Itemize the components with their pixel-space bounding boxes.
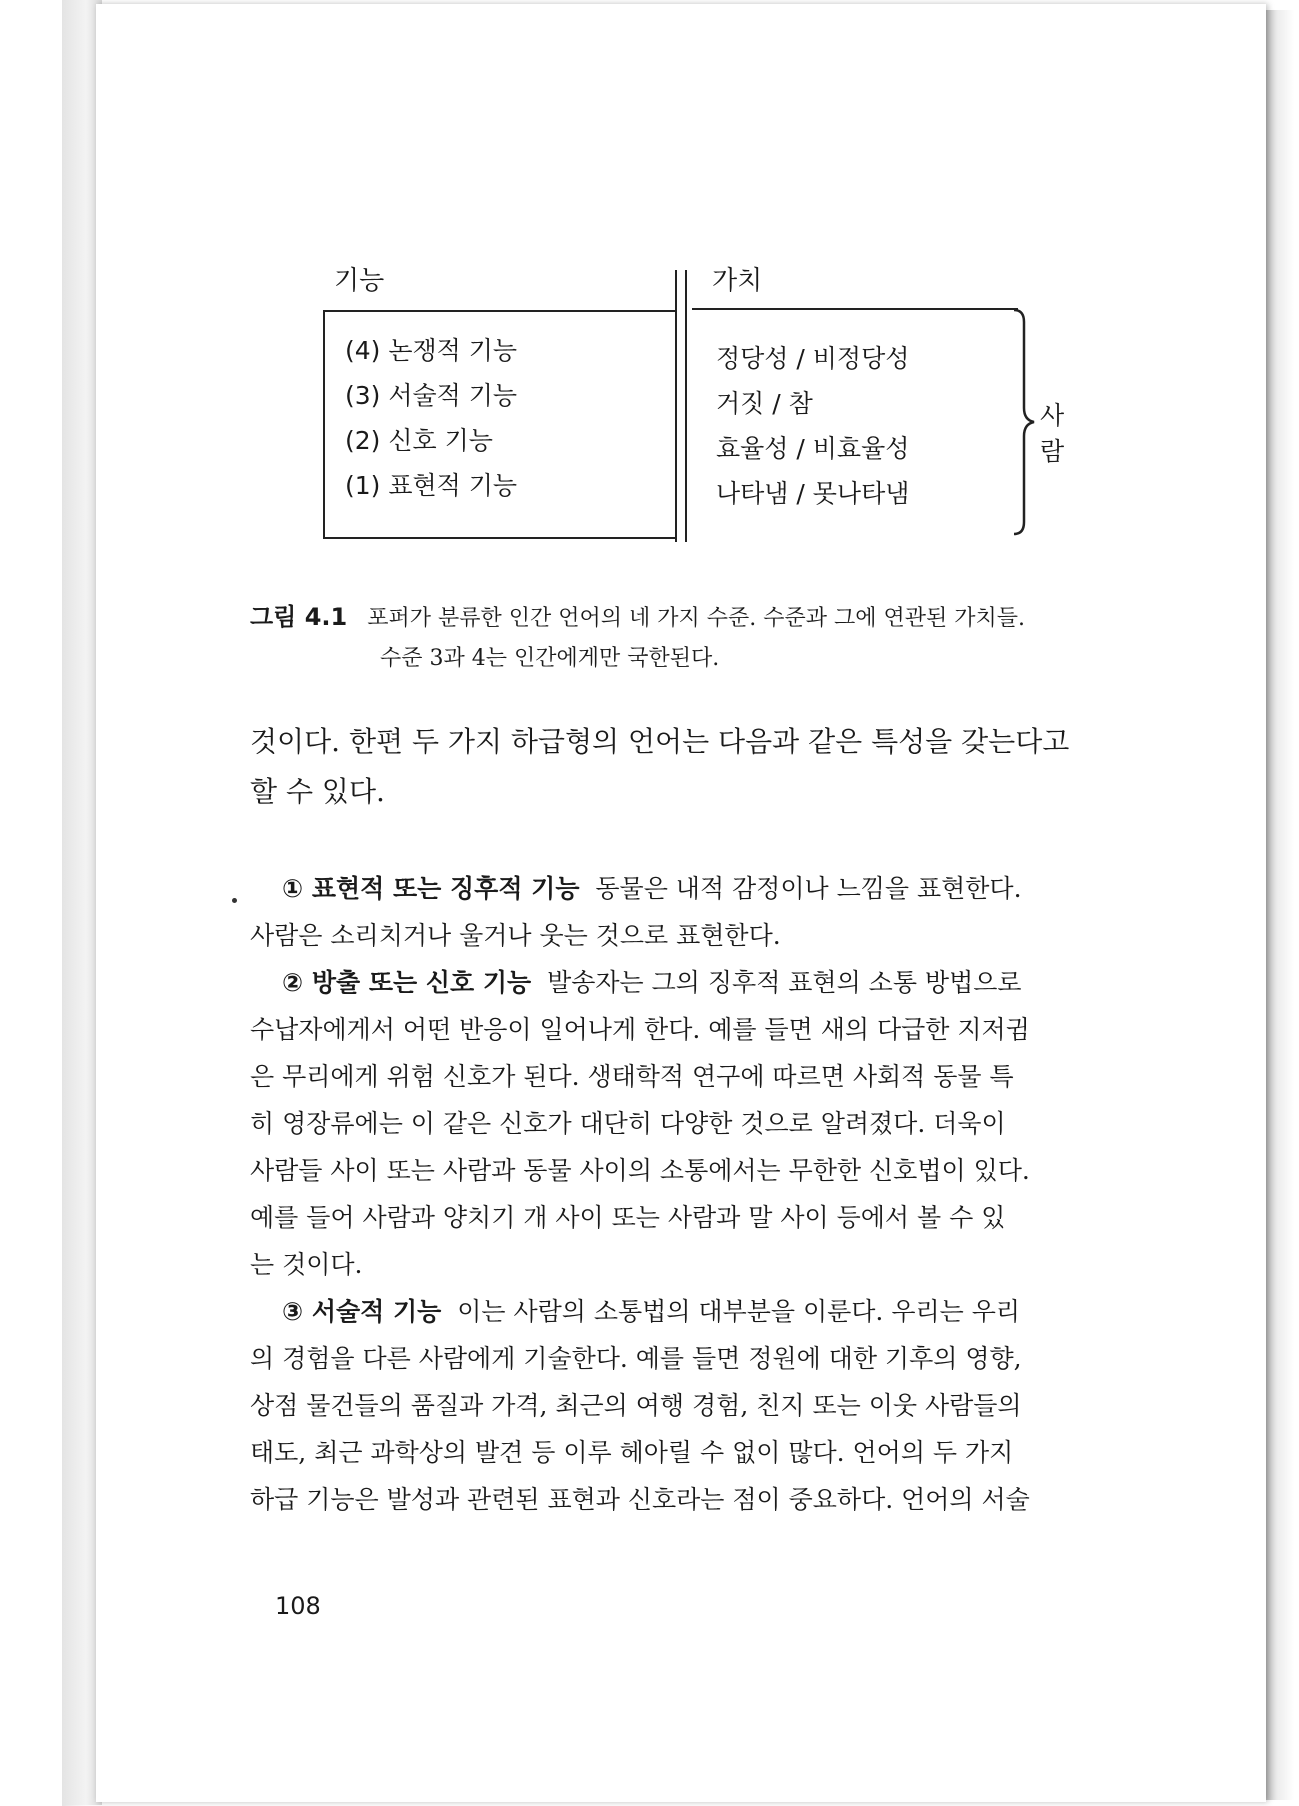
body-text [250,865,1150,1523]
item-2-heading: ② 방출 또는 신호 기능 [282,968,532,997]
function-item: (4) 논쟁적 기능 [345,336,518,365]
brace-label: 사람 [1040,401,1065,466]
functions-list [345,328,517,508]
item-1-first-line [250,865,1150,912]
page-shadow [1266,10,1294,1800]
text-line: 상점 물건들의 품질과 가격, 최근의 여행 경험, 친지 또는 이웃 사람들의 [250,1391,1022,1420]
text-line: 발송자는 그의 징후적 표현의 소통 방법으로 [547,968,1022,997]
text-line: 예를 들어 사람과 양치기 개 사이 또는 사람과 말 사이 등에서 볼 수 있 [250,1203,1006,1232]
item-3-first-line [250,1288,1150,1335]
curly-brace-icon [1010,308,1040,536]
function-item: (2) 신호 기능 [345,426,493,455]
value-item: 효율성 / 비효율성 [716,434,910,463]
text-line: 사람들 사이 또는 사람과 동물 사이의 소통에서는 무한한 신호법이 있다. [250,1156,1030,1185]
text-line: 히 영장류에는 이 같은 신호가 대단히 다양한 것으로 알려졌다. 더욱이 [250,1109,1006,1138]
item-3-heading: ③ 서술적 기능 [282,1297,442,1326]
values-top-rule [692,308,1018,310]
divider-line-1 [675,270,677,542]
text-line: 태도, 최근 과학상의 발견 등 이루 헤아릴 수 없이 많다. 언어의 두 가지 [250,1438,1014,1467]
item-1-heading: ① 표현적 또는 징후적 기능 [282,874,580,903]
function-item: (1) 표현적 기능 [345,471,518,500]
text-line: 은 무리에게 위험 신호가 된다. 생태학적 연구에 따르면 사회적 동물 특 [250,1062,1014,1091]
text-line: 이는 사람의 소통법의 대부분을 이룬다. 우리는 우리 [457,1297,1021,1326]
divider-line-2 [685,270,687,542]
caption-label: 그림 4.1 [250,603,348,631]
values-list [716,336,909,516]
caption-line-2: 수준 3과 4는 인간에게만 국한된다. [380,646,720,671]
text-line: 동물은 내적 감정이나 느낌을 표현한다. [595,874,1022,903]
text-line: 하급 기능은 발성과 관련된 표현과 신호라는 점이 중요하다. 언어의 서술 [250,1485,1030,1514]
value-item: 정당성 / 비정당성 [716,344,910,373]
caption-line-1: 포퍼가 분류한 인간 언어의 네 가지 수준. 수준과 그에 연관된 가치들. [367,606,1025,631]
stray-mark [232,898,237,903]
figure-right-header: 가치 [712,266,763,296]
text-line: 는 것이다. [250,1250,363,1279]
intro-paragraph [250,717,1150,817]
text-line: 수납자에게서 어떤 반응이 일어나게 한다. 예를 들면 새의 다급한 지저귐 [250,1015,1030,1044]
text-line: 사람은 소리치거나 울거나 웃는 것으로 표현한다. [250,921,781,950]
item-2-first-line [250,959,1150,1006]
page-number: 108 [275,1592,321,1620]
figure-left-header: 기능 [334,266,385,296]
text-line: 의 경험을 다른 사람에게 기술한다. 예를 들면 정원에 대한 기후의 영향, [250,1344,1022,1373]
value-item: 거짓 / 참 [716,389,813,418]
figure-4-1 [320,260,1065,550]
figure-caption [250,597,1025,679]
text-line: 할 수 있다. [250,775,385,808]
text-line: 것이다. 한편 두 가지 하급형의 언어는 다음과 같은 특성을 갖는다고 [250,725,1070,758]
value-item: 나타냄 / 못나타냄 [716,479,910,508]
function-item: (3) 서술적 기능 [345,381,518,410]
